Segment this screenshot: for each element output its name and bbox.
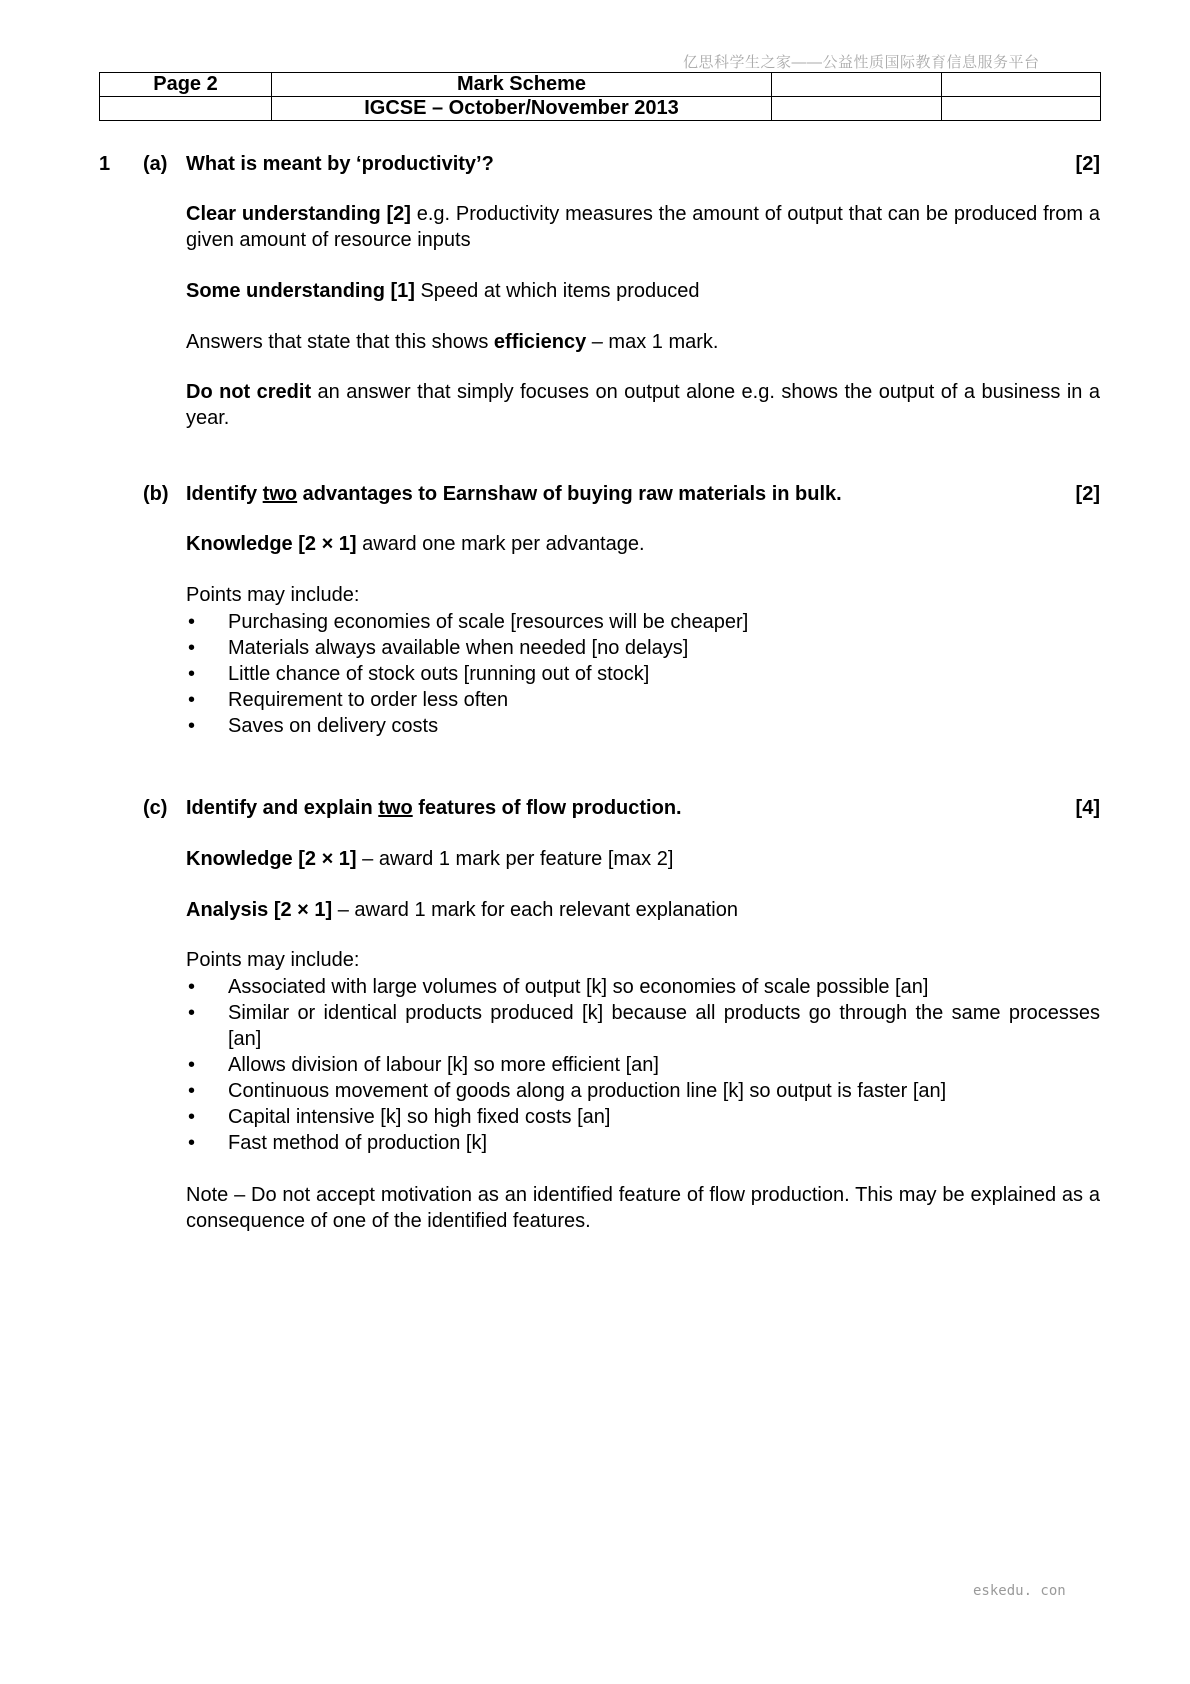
list-item xyxy=(186,609,1100,635)
part-a-clear-understanding xyxy=(186,201,1100,253)
bullet-icon: • xyxy=(188,1002,196,1024)
part-b-knowledge-label: Knowledge [2 × 1] xyxy=(186,533,357,555)
part-a-some-understanding xyxy=(186,278,1100,304)
list-item-text: Associated with large volumes of output [k] so economies of scale possible [an] xyxy=(228,976,929,998)
efficiency-term: efficiency xyxy=(493,331,587,353)
bullet-icon: • xyxy=(188,1054,196,1076)
list-item-text: Little chance of stock outs [running out of stock] xyxy=(228,663,650,685)
list-item-text: Allows division of labour [k] so more efficient [an] xyxy=(228,1054,659,1076)
bullet-icon: • xyxy=(188,637,196,659)
header-empty-cell xyxy=(772,97,942,121)
part-b-letter: (b) xyxy=(143,483,169,505)
list-item-text: Saves on delivery costs xyxy=(228,715,439,737)
bullet-icon: • xyxy=(188,1132,196,1154)
list-item xyxy=(186,687,1100,713)
part-c-question-pre: Identify and explain xyxy=(186,797,379,819)
do-not-credit-text: an answer that simply focuses on output alone e.g. shows the output of a business in a year. xyxy=(186,381,1100,429)
part-b-question-post: advantages to Earnshaw of buying raw materials in bulk. xyxy=(297,483,842,505)
list-item-text: Capital intensive [k] so high fixed costs [an] xyxy=(228,1106,611,1128)
watermark-top: 亿思科学生之家——公益性质国际教育信息服务平台 xyxy=(683,54,1040,71)
part-a-question: What is meant by ‘productivity’? xyxy=(186,153,494,175)
some-understanding-label: Some understanding [1] xyxy=(186,280,415,302)
part-c-knowledge-text: – award 1 mark per feature [max 2] xyxy=(356,848,674,870)
list-item xyxy=(186,1052,1100,1078)
part-c-marks: [4] xyxy=(1075,797,1100,819)
part-b-points-list xyxy=(186,609,1100,739)
bullet-icon: • xyxy=(188,1106,196,1128)
part-c-points-list xyxy=(186,974,1100,1156)
part-b-marks: [2] xyxy=(1075,483,1100,505)
list-item xyxy=(186,1078,1100,1104)
watermark-bottom: eskedu. con xyxy=(973,1583,1066,1599)
list-item xyxy=(186,661,1100,687)
question-number: 1 xyxy=(99,153,111,175)
bullet-icon: • xyxy=(188,663,196,685)
list-item-text: Fast method of production [k] xyxy=(228,1132,488,1154)
part-b-question xyxy=(186,481,842,507)
header-title: Mark Scheme xyxy=(272,73,772,97)
part-c-knowledge xyxy=(186,846,1100,872)
part-b-question-pre: Identify xyxy=(186,483,263,505)
list-item xyxy=(186,713,1100,739)
part-c-question-post: features of flow production. xyxy=(412,797,682,819)
part-a-efficiency-note xyxy=(186,329,1100,355)
page-label: Page 2 xyxy=(100,73,272,97)
part-c-points-intro: Points may include: xyxy=(186,949,360,971)
header-table xyxy=(99,72,1101,121)
part-c-analysis-text: – award 1 mark for each relevant explanation xyxy=(332,899,738,921)
some-understanding-text: Speed at which items produced xyxy=(414,280,700,302)
list-item-text: Similar or identical products produced [k] because all products go through the same processes [an] xyxy=(228,1002,1100,1050)
part-c-question xyxy=(186,795,682,821)
part-a-letter: (a) xyxy=(143,153,168,175)
part-a-marks: [2] xyxy=(1075,153,1100,175)
part-c-note: Note – Do not accept motivation as an identified feature of flow production. This may be explained as a consequence of one of the identified features. xyxy=(186,1184,1100,1232)
part-c-question-underlined: two xyxy=(378,797,413,819)
part-a-do-not-credit xyxy=(186,379,1100,431)
bullet-icon: • xyxy=(188,611,196,633)
header-subtitle: IGCSE – October/November 2013 xyxy=(272,97,772,121)
bullet-icon: • xyxy=(188,689,196,711)
header-empty-cell xyxy=(942,97,1101,121)
header-empty-cell xyxy=(772,73,942,97)
list-item xyxy=(186,1130,1100,1156)
do-not-credit-label: Do not credit xyxy=(186,381,312,403)
efficiency-note-post: – max 1 mark. xyxy=(586,331,719,353)
bullet-icon: • xyxy=(188,715,196,737)
bullet-icon: • xyxy=(188,976,196,998)
part-b-question-underlined: two xyxy=(262,483,298,505)
list-item-text: Requirement to order less often xyxy=(228,689,509,711)
part-c-knowledge-label: Knowledge [2 × 1] xyxy=(186,848,357,870)
bullet-icon: • xyxy=(188,1080,196,1102)
header-empty-cell xyxy=(942,73,1101,97)
part-c-analysis-label: Analysis [2 × 1] xyxy=(186,899,333,921)
clear-understanding-text: e.g. Productivity measures the amount of output that can be produced from a given amount of resource inputs xyxy=(186,203,1100,251)
list-item xyxy=(186,974,1100,1000)
list-item-text: Materials always available when needed [no delays] xyxy=(228,637,689,659)
part-c-analysis xyxy=(186,897,1100,923)
list-item-text: Continuous movement of goods along a production line [k] so output is faster [an] xyxy=(228,1080,947,1102)
list-item xyxy=(186,1000,1100,1052)
header-empty-cell xyxy=(100,97,272,121)
efficiency-note-pre: Answers that state that this shows xyxy=(186,331,494,353)
list-item xyxy=(186,635,1100,661)
part-c-letter: (c) xyxy=(143,797,168,819)
list-item-text: Purchasing economies of scale [resources will be cheaper] xyxy=(228,611,749,633)
list-item xyxy=(186,1104,1100,1130)
clear-understanding-label: Clear understanding [2] xyxy=(186,203,411,225)
part-b-knowledge xyxy=(186,531,1100,557)
part-b-points-intro: Points may include: xyxy=(186,584,360,606)
part-b-knowledge-text: award one mark per advantage. xyxy=(356,533,645,555)
